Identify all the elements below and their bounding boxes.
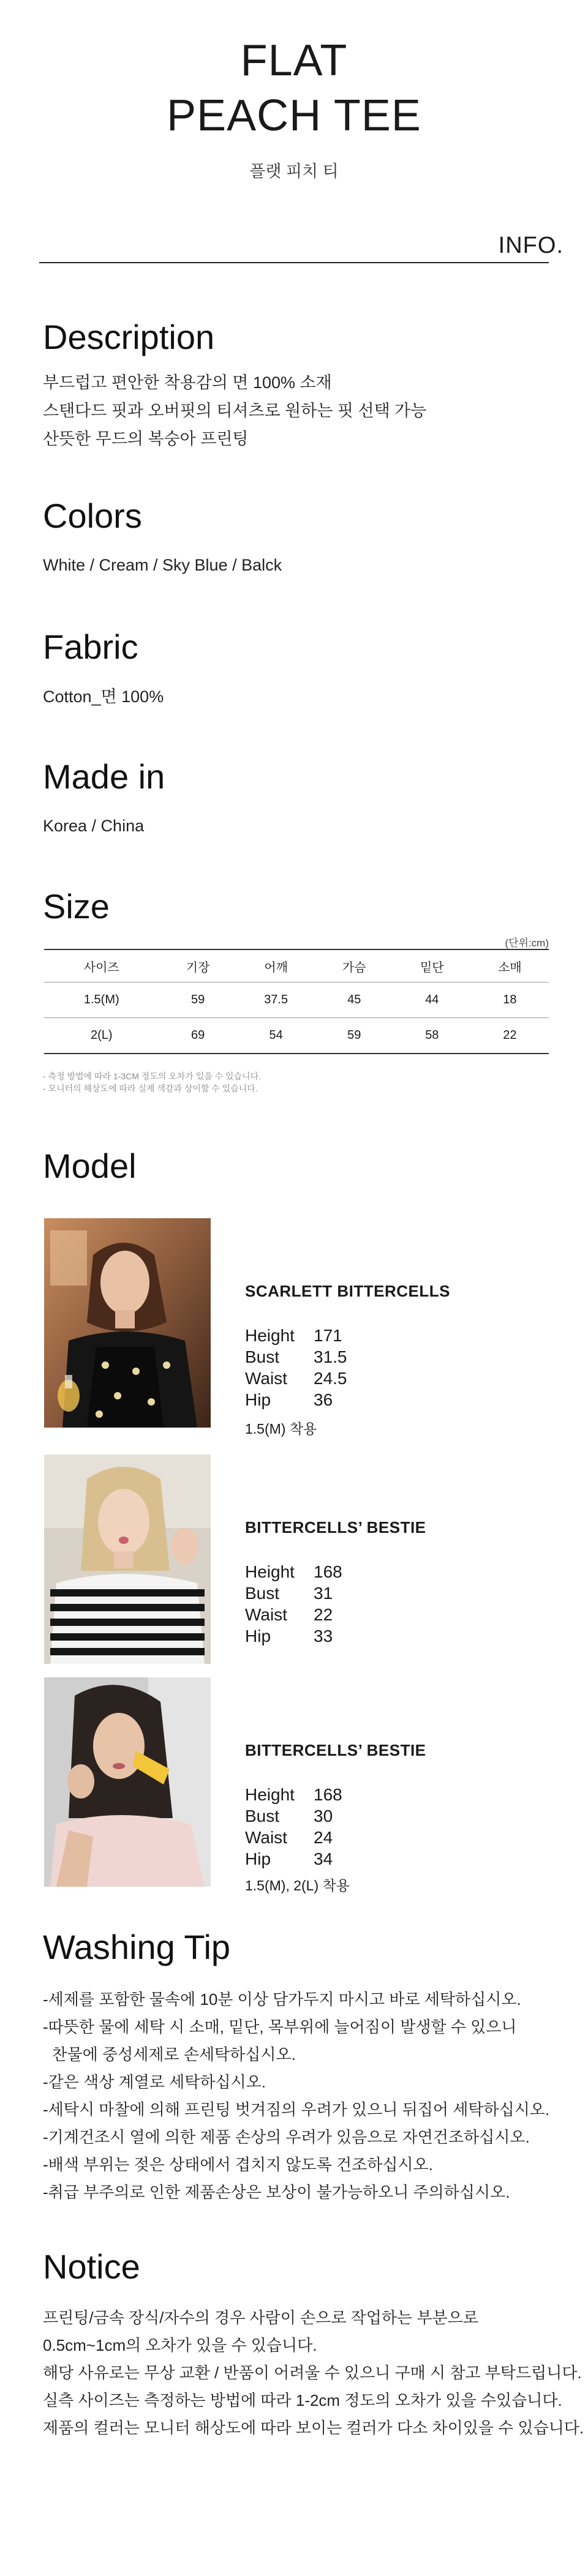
model-stats <box>245 1561 342 1647</box>
notice-text <box>43 2304 584 2442</box>
product-title-line2: PEACH TEE <box>167 91 421 140</box>
washing-line: -같은 색상 계열로 세탁하십시오. <box>43 2073 266 2091</box>
stat-value: 168 <box>314 1562 342 1581</box>
product-title-line1: FLAT <box>240 36 348 85</box>
stat-label: Waist <box>245 1828 287 1847</box>
description-text <box>43 369 426 453</box>
model-stats <box>245 1784 342 1870</box>
size-table-header <box>44 949 549 983</box>
stat-label: Hip <box>245 1390 271 1409</box>
size-cell: 37.5 <box>237 983 315 1018</box>
size-cell: 22 <box>471 1018 549 1054</box>
stat-label: Hip <box>245 1849 271 1868</box>
washing-line: -세탁시 마찰에 의해 프린팅 벗겨짐의 우려가 있으니 뒤집어 세탁하십시오. <box>43 2100 550 2119</box>
notice-line: 0.5cm~1cm의 오차가 있을 수 있습니다. <box>43 2336 317 2354</box>
size-col-header: 소매 <box>471 949 549 983</box>
notice-line: 제품의 컬러는 모니터 해상도에 따라 보이는 컬러가 다소 차이있을 수 있습니다. <box>43 2419 584 2437</box>
stat-label: Bust <box>245 1347 280 1366</box>
size-cell: 44 <box>393 983 471 1018</box>
washing-line: -기계건조시 열에 의한 제품 손상의 우려가 있음으로 자연건조하십시오. <box>43 2128 530 2146</box>
stat-value: 31.5 <box>314 1347 347 1366</box>
size-table <box>44 949 549 1054</box>
model-name: BITTERCELLS’ BESTIE <box>245 1518 426 1537</box>
size-col-header: 밑단 <box>393 949 471 983</box>
stat-value: 33 <box>314 1627 333 1646</box>
stat-value: 22 <box>314 1605 333 1624</box>
size-note: - 모니터의 해상도에 따라 실제 색감과 상이할 수 있습니다. <box>43 1084 258 1093</box>
stat-label: Bust <box>245 1807 280 1825</box>
size-col-header: 사이즈 <box>44 949 159 983</box>
model-name: BITTERCELLS’ BESTIE <box>245 1741 426 1759</box>
fabric-text: Cotton_면 100% <box>43 687 164 706</box>
stat-label: Height <box>245 1562 295 1581</box>
stat-label: Height <box>245 1326 295 1345</box>
size-cell: 1.5(M) <box>44 983 159 1018</box>
model-heading: Model <box>43 1147 137 1185</box>
table-row <box>44 1018 549 1054</box>
washing-line: -배색 부위는 젖은 상태에서 겹치지 않도록 건조하십시오. <box>43 2155 433 2174</box>
description-line: 부드럽고 편안한 착용감의 면 100% 소재 <box>43 373 332 392</box>
size-cell: 54 <box>237 1018 315 1054</box>
size-cell: 59 <box>159 983 237 1018</box>
washing-heading: Washing Tip <box>43 1928 231 1966</box>
size-cell: 69 <box>159 1018 237 1054</box>
size-unit: (단위:cm) <box>505 937 549 949</box>
notice-line: 실측 사이즈는 측정하는 방법에 따라 1-2cm 정도의 오차가 있을 수있습니다. <box>43 2391 562 2409</box>
colors-text: White / Cream / Sky Blue / Balck <box>43 556 282 574</box>
stat-value: 168 <box>314 1785 342 1804</box>
stat-value: 36 <box>314 1390 333 1409</box>
washing-line: -따뜻한 물에 세탁 시 소매, 밑단, 목부위에 늘어짐이 발생할 수 있으니 <box>43 2018 517 2036</box>
colors-heading: Colors <box>43 496 142 535</box>
stat-value: 24 <box>314 1828 333 1847</box>
notice-line: 프린팅/금속 장식/자수의 경우 사람이 손으로 작업하는 부분으로 <box>43 2308 478 2327</box>
stat-value: 34 <box>314 1849 333 1868</box>
stat-label: Hip <box>245 1627 271 1646</box>
description-heading: Description <box>43 318 215 356</box>
size-note: - 측정 방법에 따라 1-3CM 정도의 오차가 있을 수 있습니다. <box>43 1071 262 1081</box>
header-divider <box>39 262 549 263</box>
product-subtitle: 플랫 피치 티 <box>249 162 339 181</box>
info-label: INFO. <box>498 233 564 258</box>
description-line: 산뜻한 무드의 복숭아 프린팅 <box>43 430 249 448</box>
model-photo <box>44 1218 211 1428</box>
model-stats <box>245 1325 347 1410</box>
washing-line: 찬물에 중성세제로 손세탁하십시오. <box>43 2045 296 2064</box>
fabric-heading: Fabric <box>43 627 138 666</box>
size-cell: 58 <box>393 1018 471 1054</box>
size-cell: 59 <box>315 1018 393 1054</box>
stat-label: Bust <box>245 1584 280 1603</box>
washing-line: -취급 부주의로 인한 제품손상은 보상이 불가능하오니 주의하십시오. <box>43 2183 510 2201</box>
washing-text <box>43 1986 549 2206</box>
table-row <box>44 983 549 1018</box>
stat-label: Waist <box>245 1369 287 1388</box>
size-cell: 2(L) <box>44 1018 159 1054</box>
size-col-header: 가슴 <box>315 949 393 983</box>
size-cell: 45 <box>315 983 393 1018</box>
made-in-text: Korea / China <box>43 817 145 835</box>
model-fit: 1.5(M), 2(L) 착용 <box>245 1878 350 1893</box>
model-fit: 1.5(M) 착용 <box>245 1421 317 1437</box>
stat-value: 30 <box>314 1807 333 1825</box>
stat-value: 24.5 <box>314 1369 347 1388</box>
model-name: SCARLETT BITTERCELLS <box>245 1282 450 1300</box>
stat-value: 171 <box>314 1326 342 1345</box>
notice-line: 해당 사유로는 무상 교환 / 반품이 어려울 수 있으니 구매 시 참고 부탁드립니다. <box>43 2364 582 2382</box>
size-heading: Size <box>43 887 110 926</box>
model-photo <box>44 1455 211 1664</box>
stat-value: 31 <box>314 1584 333 1603</box>
made-in-heading: Made in <box>43 757 165 796</box>
notice-heading: Notice <box>43 2247 140 2286</box>
stat-label: Height <box>245 1785 295 1804</box>
description-line: 스탠다드 핏과 오버핏의 티셔츠로 원하는 핏 선택 가능 <box>43 402 427 420</box>
model-photo <box>44 1677 211 1887</box>
stat-label: Waist <box>245 1605 287 1624</box>
washing-line: -세제를 포함한 물속에 10분 이상 담가두지 마시고 바로 세탁하십시오. <box>43 1990 521 2009</box>
size-notes <box>43 1070 261 1095</box>
size-col-header: 기장 <box>159 949 237 983</box>
size-col-header: 어깨 <box>237 949 315 983</box>
size-cell: 18 <box>471 983 549 1018</box>
